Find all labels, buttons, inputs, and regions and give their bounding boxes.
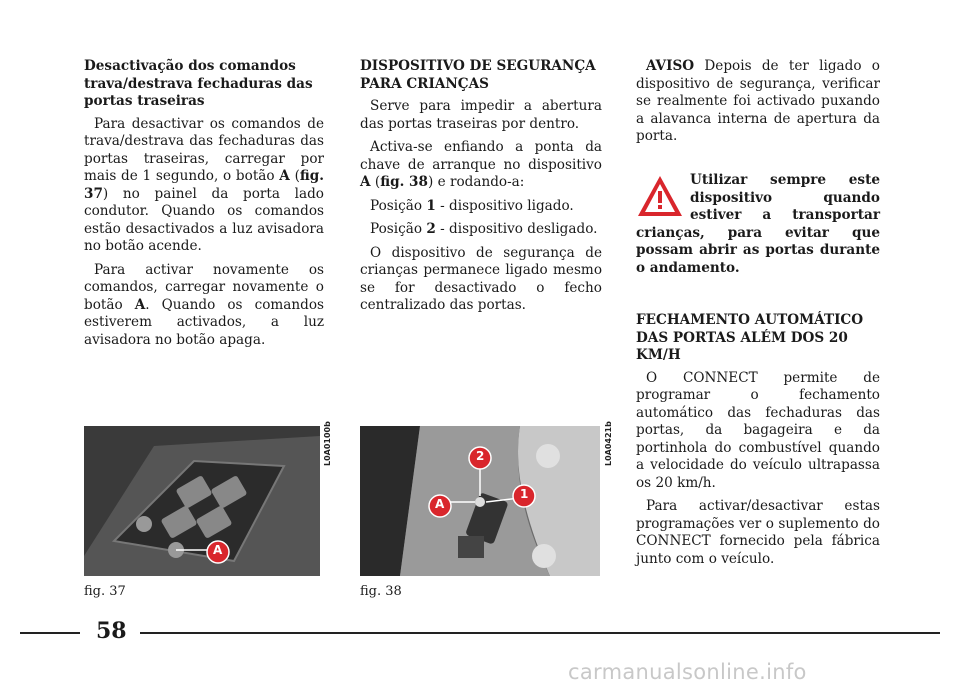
text: ( — [289, 168, 300, 184]
paragraph-activation — [360, 139, 602, 192]
text: - dispositivo ligado. — [435, 197, 574, 214]
paragraph-purpose: Serve para impedir a abertura das portas traseiras por dentro. — [360, 98, 602, 132]
text: Para activar novamente os comandos, carregar novamente o botão — [84, 261, 324, 313]
fig37-code: L0A0100b — [323, 421, 332, 466]
fig38-caption: fig. 38 — [360, 584, 402, 599]
warning-triangle-icon — [636, 174, 684, 218]
footer-rule-right — [140, 632, 940, 634]
callout-2-fig38: 2 — [476, 449, 485, 463]
fig38-code: L0A0421b — [604, 421, 613, 466]
callout-1-fig38: 1 — [520, 487, 529, 501]
column-2 — [360, 58, 602, 321]
paragraph-note: O dispositivo de segurança de crianças permanece ligado mesmo se for desactivado o fecho centralizado das portas. — [360, 244, 602, 313]
callout-a-fig37: A — [213, 543, 223, 557]
watermark: carmanualsonline.info — [568, 660, 807, 684]
callout-a-fig38: A — [435, 497, 445, 511]
paragraph-activate — [84, 262, 324, 350]
section-heading-auto-lock: FECHAMENTO AUTOMÁTICO DAS PORTAS ALÉM DOS 20 KM/H — [636, 312, 864, 363]
ref-2: 2 — [426, 221, 436, 237]
paragraph-settings: Para activar/desactivar estas programações ver o suplemento do CONNECT fornecido pela fábrica junto com o veículo. — [636, 498, 880, 567]
section-heading-child-lock: DISPOSITIVO DE SEGURANÇA PARA CRIANÇAS — [360, 58, 596, 92]
ref-a: A — [279, 168, 290, 184]
text: - dispositivo desligado. — [435, 221, 598, 237]
warning-text: Utilizar sempre este dispositivo quando estiver a transportar crianças, para evitar que possam abrir as portas durante o andamento. — [636, 172, 880, 276]
page-number: 58 — [96, 618, 127, 644]
column-1 — [84, 58, 324, 355]
ref-1: 1 — [426, 197, 436, 214]
paragraph-position-2 — [360, 221, 602, 239]
footer-rule-left — [20, 632, 80, 634]
paragraph-position-1 — [360, 198, 602, 216]
text: Posição — [370, 221, 427, 237]
paragraph-deactivate — [84, 116, 324, 256]
text: ) e rodando-a: — [427, 174, 525, 190]
door-switch-illustration — [84, 426, 320, 576]
ref-a: A — [360, 174, 371, 190]
text: Activa-se enfiando a ponta da chave de arranque no dispositivo — [360, 139, 602, 173]
paragraph-aviso — [636, 58, 880, 146]
fig-ref: fig. 38 — [380, 174, 428, 190]
section-heading-rear-locks: Desactivação dos comandos trava/destrava fechaduras das portas traseiras — [84, 58, 313, 109]
aviso-label: AVISO — [646, 58, 695, 74]
figure-38-child-lock — [360, 426, 600, 576]
text: ( — [370, 174, 381, 190]
paragraph-connect: O CONNECT permite de programar o fechamento automático das fechaduras das portas, da bagageira e da portinhola do combustível quando a velocidade do veículo ultrapassa os 20 km/h. — [636, 369, 880, 491]
warning-block — [636, 172, 880, 277]
text: Posição — [370, 197, 427, 214]
column-3-lower — [636, 312, 880, 574]
text: Para desactivar os comandos de trava/destrava das fechaduras das portas traseiras, carregar por mais de 1 segundo, o botão — [84, 115, 324, 184]
text: Depois de ter ligado o dispositivo de segurança, verificar se realmente foi activado puxando a alavanca interna de apertura da porta. — [636, 58, 880, 144]
text: ) no painel da porta lado condutor. Quando os comandos estão desactivados a luz avisadora no botão acende. — [84, 185, 324, 254]
fig-ref: fig. 37 — [84, 168, 325, 202]
figure-37-door-panel — [84, 426, 320, 576]
text: . Quando os comandos estiverem activados, a luz avisadora no botão apaga. — [84, 296, 324, 348]
fig37-caption: fig. 37 — [84, 584, 126, 599]
column-3 — [636, 58, 880, 152]
ref-a: A — [134, 296, 146, 313]
